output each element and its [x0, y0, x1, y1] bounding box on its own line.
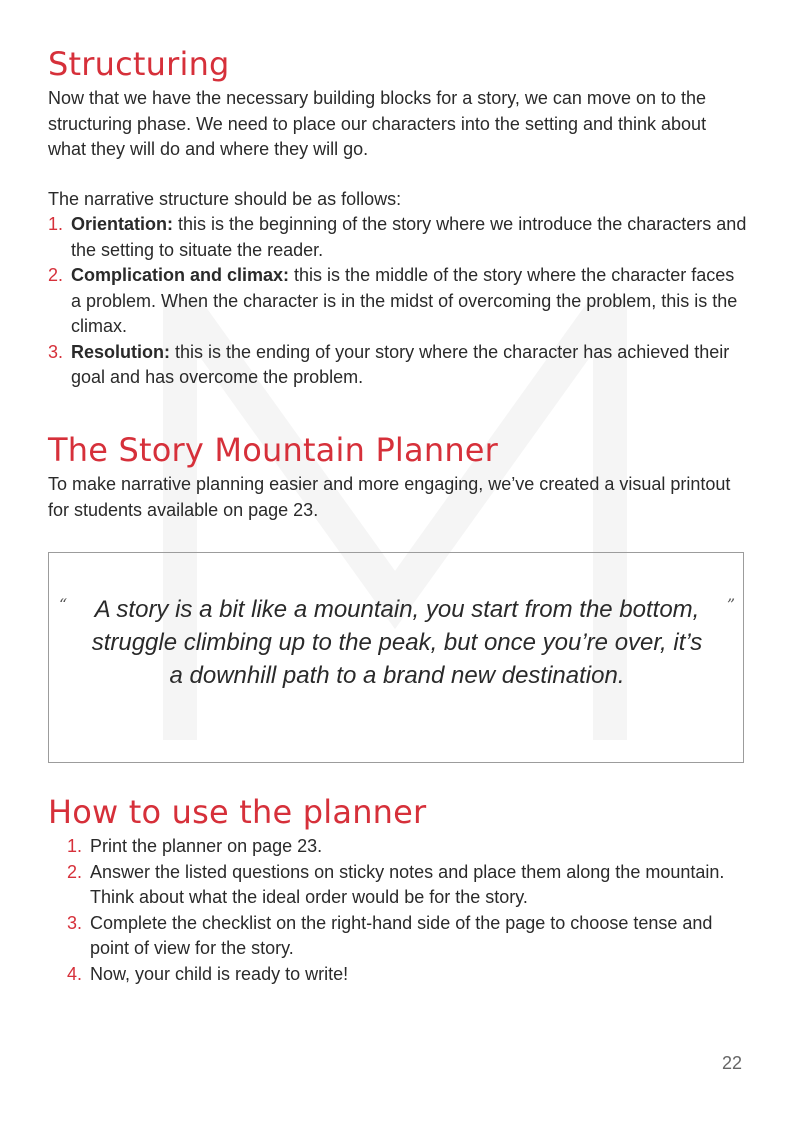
list-text: Complete the checklist on the right-hand side of the page to choose tense and point of view for the story. [90, 912, 713, 958]
page-number: 22 [722, 1053, 743, 1073]
planner-paragraph: To make narrative planning easier and more engaging, we’ve created a visual printout for students available on page 23. [48, 474, 731, 520]
list-item [67, 911, 747, 962]
narrative-structure-list [48, 212, 748, 391]
list-item [48, 212, 748, 263]
quote-text: A story is a bit like a mountain, you start from the bottom, struggle climbing up to the peak, but once you’re over, it’s a downhill path to a brand new destination. [91, 596, 703, 689]
heading-how-to-use-planner: How to use the planner [48, 793, 427, 831]
list-item [67, 860, 747, 911]
list-number: 2. [48, 265, 64, 285]
list-term: Resolution: [71, 341, 170, 362]
list-item [48, 340, 748, 391]
list-number: 4. [67, 963, 83, 984]
heading-structuring: Structuring [48, 45, 230, 83]
structuring-intro-paragraph: Now that we have the necessary building blocks for a story, we can move on to the structuring phase. We need to place our characters into the setting and think about what they will do and where they will go. [48, 88, 707, 159]
list-number: 2. [67, 861, 83, 882]
list-text: this is the ending of your story where the character has achieved their goal and has overcome the problem. [71, 341, 730, 387]
list-number: 1. [67, 836, 83, 856]
how-to-steps-list [67, 834, 747, 987]
list-text: Now, your child is ready to write! [90, 963, 349, 984]
list-number: 3. [48, 341, 64, 362]
list-text: this is the middle of the story where the character faces a problem. When the character is in the midst of overcoming the problem, this is the climax. [71, 265, 738, 336]
list-text: Answer the listed questions on sticky notes and place them along the mountain. Think about what the ideal order would be for the story. [90, 861, 725, 907]
list-term: Orientation: [71, 214, 173, 234]
list-number: 1. [48, 214, 64, 234]
list-text: Print the planner on page 23. [90, 836, 323, 856]
list-term: Complication and climax: [71, 265, 290, 285]
quote-box [48, 552, 744, 763]
list-number: 3. [67, 912, 83, 933]
heading-story-mountain-planner: The Story Mountain Planner [48, 431, 499, 469]
open-quote-mark: “ [59, 595, 68, 614]
list-item [67, 962, 747, 988]
list-text: this is the beginning of the story where we introduce the characters and the setting to situate the reader. [71, 214, 747, 260]
list-item [67, 834, 747, 860]
structure-lead-text: The narrative structure should be as follows: [48, 189, 402, 209]
list-item [48, 263, 748, 340]
close-quote-mark: ” [726, 595, 735, 614]
